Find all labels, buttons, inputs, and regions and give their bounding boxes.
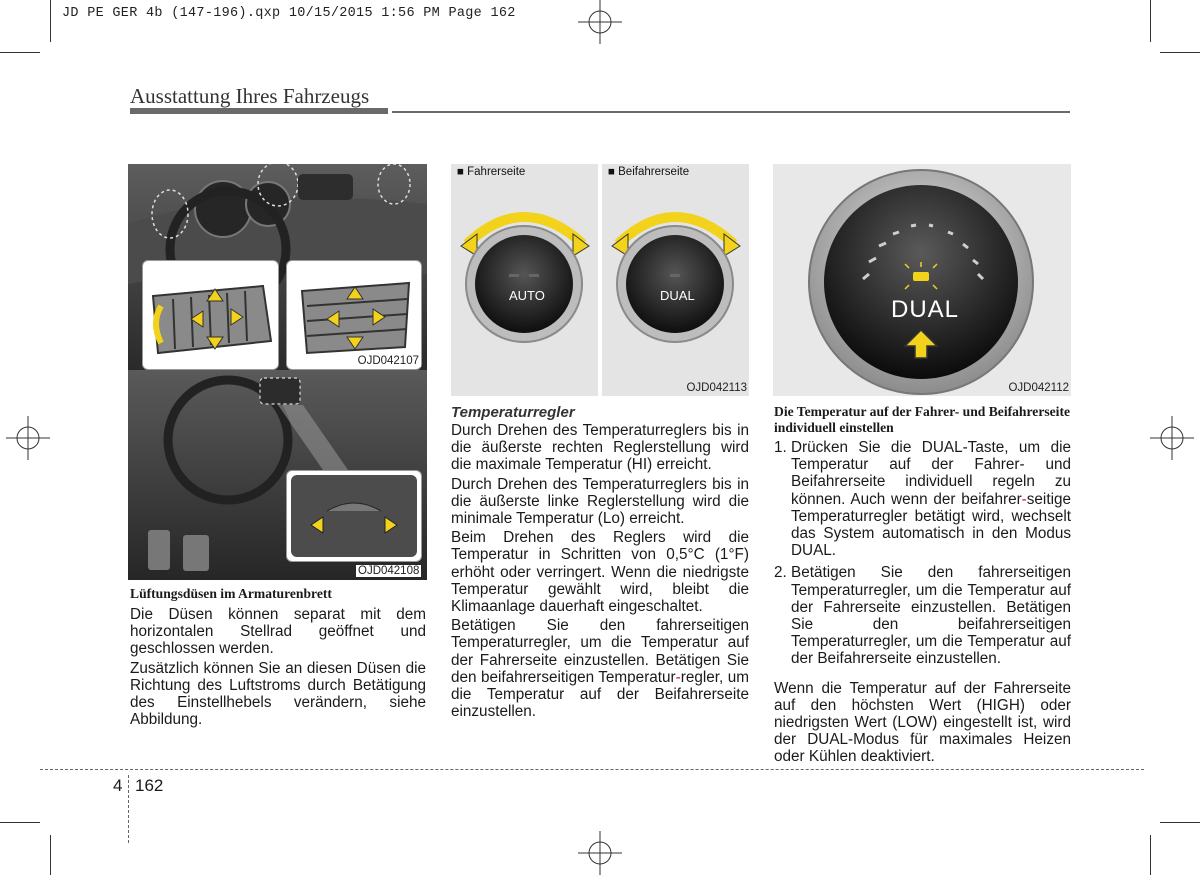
driver-side-label: ■ Fahrerseite xyxy=(457,166,526,178)
figure-id-top: OJD042107 xyxy=(357,355,419,367)
header-rule-thick xyxy=(130,108,388,114)
footer-dashed-rule xyxy=(40,769,1144,770)
list-item xyxy=(774,564,1071,667)
knob-dual-large-label: DUAL xyxy=(891,296,960,323)
dashboard-vents-photo-bottom xyxy=(128,370,427,580)
dual-knob-figure xyxy=(773,164,1071,396)
temp-paragraph-2: Durch Drehen des Temperaturreglers bis in die äußerste linke Reglerstellung wird die minimale Temperatur (Lo) erreicht. xyxy=(451,475,749,528)
registration-mark-right xyxy=(1150,416,1194,460)
step-1-text-start: Drücken Sie die DUAL-Taste, um die Temperatur auf der Fahrer- und Beifahrerseite individuell regeln zu können. Auch wenn der beifahrer xyxy=(791,439,1071,508)
figure-id-dual: OJD042112 xyxy=(1008,382,1069,394)
dual-steps-list xyxy=(774,439,1071,668)
passenger-side-label: ■ Beifahrerseite xyxy=(608,166,690,178)
temp-paragraph-4-end: regler, um die Temperatur auf der Beifahrerseite einzustellen. xyxy=(451,668,749,721)
temp-paragraph-4-start: Betätigen Sie den fahrerseitigen Temperaturregler, um die Temperatur auf der Fahrerseite einzustellen. Betätigen Sie den beifahrerseitigen Temperatur xyxy=(451,617,749,686)
column-2-text xyxy=(451,404,749,722)
column-1-text xyxy=(130,586,426,730)
vents-paragraph-2: Zusätzlich können Sie an diesen Düsen die Richtung des Luftstroms durch Betätigung des Einstellhebels verändern, siehe Abbildung. xyxy=(130,659,426,729)
floor-vent-illustration xyxy=(287,471,421,561)
step-number: 1. xyxy=(774,439,787,456)
section-heading-temperature: Temperaturregler xyxy=(451,404,575,421)
vents-top-caption-area xyxy=(128,352,427,370)
footer-dashed-divider xyxy=(128,775,129,843)
dual-paragraph-end: Wenn die Temperatur auf der Fahrerseite auf den höchsten Wert (HIGH) oder niedrigsten Wert (LOW) eingestellt ist, wird der DUAL-Modus für maximales Heizen oder Kühlen deaktiviert. xyxy=(774,679,1071,766)
driver-knob-panel xyxy=(451,164,598,396)
temperature-knobs-figure xyxy=(451,164,749,396)
dual-knob-large-illustration xyxy=(773,164,1071,396)
passenger-knob-panel xyxy=(602,164,749,396)
registration-mark-bottom xyxy=(578,831,622,875)
list-item xyxy=(774,439,1071,559)
figure-id-knobs: OJD042113 xyxy=(686,382,747,394)
dashboard-vents-photo-top xyxy=(128,164,427,370)
floor-vent-inset xyxy=(286,470,422,562)
knob-dual-small-label: DUAL xyxy=(660,288,695,303)
hyphen-mark: - xyxy=(675,668,681,686)
section-heading-vents: Lüftungsdüsen im Armaturenbrett xyxy=(130,586,332,601)
auto-knob-illustration xyxy=(451,194,598,364)
registration-mark-left xyxy=(6,416,50,460)
page-number: 162 xyxy=(135,776,164,795)
column-3-text xyxy=(774,404,1071,768)
temp-paragraph-1: Durch Drehen des Temperaturreglers bis in die äußerste rechten Reglerstellung wird die maximale Temperatur (HI) erreicht. xyxy=(451,422,749,474)
vents-paragraph-1: Die Düsen können separat mit dem horizontalen Stellrad geöffnet und geschlossen werden. xyxy=(130,606,426,658)
registration-mark-top xyxy=(578,0,622,44)
page-header-title: Ausstattung Ihres Fahrzeugs xyxy=(130,84,370,108)
print-slug: JD PE GER 4b (147-196).qxp 10/15/2015 1:56 PM Page 162 xyxy=(62,6,516,21)
temp-paragraph-3: Beim Drehen des Reglers wird die Temperatur in Schritten von 0,5°C (1°F) erhöht oder verringert. Wenn die niedrigste Temperatur gewählt wird, bleibt die Klimaanlage dauerhaft eingeschaltet. xyxy=(451,529,749,616)
chapter-number: 4 xyxy=(113,776,123,795)
figure-id-bottom: OJD042108 xyxy=(358,565,420,577)
step-number: 2. xyxy=(774,564,787,582)
step-2-text: Betätigen Sie den fahrerseitigen Temperaturregler, um die Temperatur auf der Fahrerseite einzustellen. Betätigen Sie den beifahrerseitigen Temperaturregler, um die Temperatur auf der Beifahrerseite einzustellen. xyxy=(791,564,1071,668)
section-heading-dual: Die Temperatur auf der Fahrer- und Beifahrerseite individuell einstellen xyxy=(774,404,1071,435)
temp-paragraph-4 xyxy=(451,617,749,720)
knob-auto-label: AUTO xyxy=(509,288,545,303)
hyphen-mark: - xyxy=(1021,490,1027,508)
step-1-text-end: seitige Temperaturregler betätigt wird, wechselt das System automatisch in den Modus DUAL. xyxy=(791,490,1071,560)
dual-knob-small-illustration xyxy=(602,194,749,364)
header-rule-thin xyxy=(392,111,1070,113)
